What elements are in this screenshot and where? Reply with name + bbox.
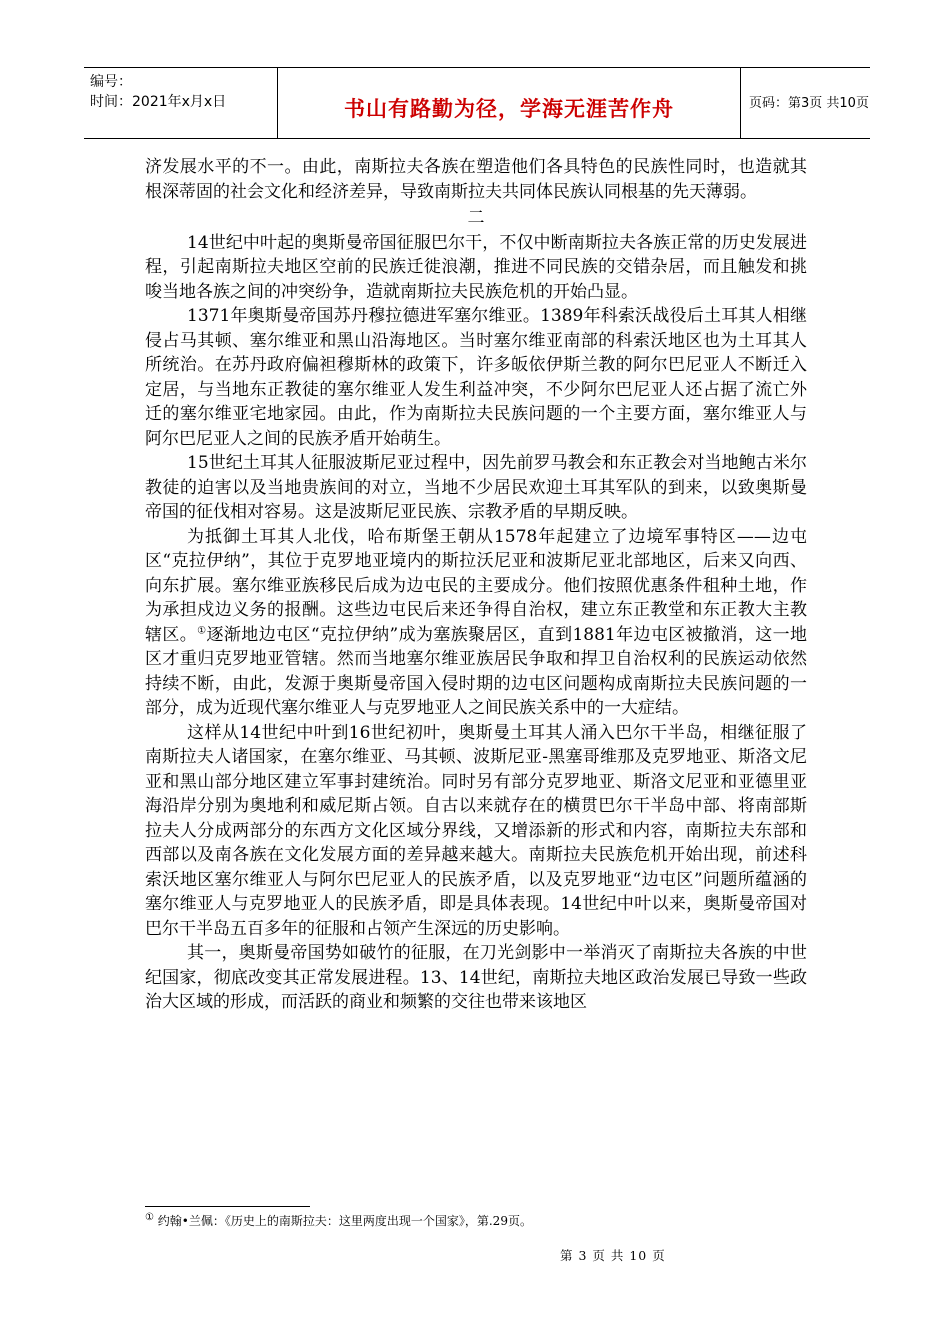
paragraph: 济发展水平的不一。由此，南斯拉夫各族在塑造他们各具特色的民族性同时，也造就其根深蒂固的社会文化和经济差异，导致南斯拉夫共同体民族认同根基的先天薄弱。 [145, 157, 807, 202]
paragraph: 其一，奥斯曼帝国势如破竹的征服，在刀光剑影中一举消灭了南斯拉夫各族的中世纪国家，彻底改变其正常发展进程。13、14世纪，南斯拉夫地区政治发展已导致一些政治大区域的形成，而活跃的商业和频繁的交往也带来该地区 [145, 943, 807, 1012]
section-heading: 二 [467, 208, 485, 228]
footnote-mark: ① [145, 1212, 154, 1223]
page-header [84, 67, 870, 139]
paragraph [145, 525, 807, 721]
footnote-reference[interactable]: ① [197, 624, 207, 636]
paragraph: 15世纪土耳其人征服波斯尼亚过程中，因先前罗马教会和东正教会对当地鲍古米尔教徒的迫害以及当地贵族间的对立，当地不少居民欢迎土耳其军队的到来，以致奥斯曼帝国的征伐相对容易。这是波斯尼亚民族、宗教矛盾的早期反映。 [145, 453, 807, 522]
serial-label: 编号： [90, 74, 132, 90]
header-motto: 书山有路勤为径，学海无涯苦作舟 [278, 68, 741, 138]
paragraph-text: 为抵御土耳其人北伐，哈布斯堡王朝从1578年起建立了边境军事特区——边屯区“克拉伊纳”，其位于克罗地亚境内的斯拉沃尼亚和波斯尼亚北部地区，后来又向西、向东扩展。塞尔维亚族移民后成为边屯民的主要成分。他们按照优惠条件租种土地，作为承担戍边义务的报酬。这些边屯民后来还争得自治权，建立东正教堂和东正教大主教辖区。 [145, 526, 807, 645]
footnote-text: 约翰•兰佩：《历史上的南斯拉夫：这里两度出现一个国家》，第.29页。 [153, 1214, 532, 1228]
paragraph: 1371年奥斯曼帝国苏丹穆拉德进军塞尔维亚。1389年科索沃战役后土耳其人相继侵占马其顿、塞尔维亚和黑山沿海地区。当时塞尔维亚南部的科索沃地区也为土耳其人所统治。在苏丹政府偏袒穆斯林的政策下，许多皈依伊斯兰教的阿尔巴尼亚人不断迁入定居，与当地东正教徒的塞尔维亚人发生利益冲突，不少阿尔巴尼亚人还占据了流亡外迁的塞尔维亚宅地家园。由此，作为南斯拉夫民族问题的一个主要方面，塞尔维亚人与阿尔巴尼亚人之间的民族矛盾开始萌生。 [145, 306, 807, 449]
document-body [145, 155, 807, 1015]
paragraph-text: 逐渐地边屯区“克拉伊纳”成为塞族聚居区，直到1881年边屯区被撤消，这一地区才重归克罗地亚管辖。然而当地塞尔维亚族居民争取和捍卫自治权利的民族运动依然持续不断，由此，发源于奥斯曼帝国入侵时期的边屯区问题构成南斯拉夫民族问题的一部分，成为近现代塞尔维亚人与克罗地亚人之间民族关系中的一大症结。 [145, 624, 807, 718]
paragraph: 14世纪中叶起的奥斯曼帝国征服巴尔干，不仅中断南斯拉夫各族正常的历史发展进程，引起南斯拉夫地区空前的民族迁徙浪潮，推进不同民族的交错杂居，而且触发和挑唆当地各族之间的冲突纷争，造就南斯拉夫民族危机的开始凸显。 [145, 232, 807, 302]
paragraph: 这样从14世纪中叶到16世纪初叶，奥斯曼土耳其人涌入巴尔干半岛，相继征服了南斯拉夫人诸国家，在塞尔维亚、马其顿、波斯尼亚-黑塞哥维那及克罗地亚、斯洛文尼亚和黑山部分地区建立军事封建统治。同时另有部分克罗地亚、斯洛文尼亚和亚德里亚海沿岸分别为奥地利和威尼斯占领。自古以来就存在的横贯巴尔干半岛中部、将南部斯拉夫人分成两部分的东西方文化区域分界线，又增添新的形式和内容，南斯拉夫东部和西部以及南各族在文化发展方面的差异越来越大。南斯拉夫民族危机开始出现，前述科索沃地区塞尔维亚人与阿尔巴尼亚人的民族矛盾，以及克罗地亚“边屯区”问题所蕴涵的塞尔维亚人与克罗地亚人的民族矛盾，即是具体表现。14世纪中叶以来，奥斯曼帝国对巴尔干半岛五百多年的征服和占领产生深远的历史影响。 [145, 722, 807, 939]
footnote-divider [145, 1206, 310, 1207]
page-number: 第 3 页 共 10 页 [560, 1248, 666, 1263]
time-label: 时间：2021年x月x日 [90, 94, 227, 110]
footnote [145, 1212, 532, 1230]
header-meta [84, 68, 278, 138]
header-page-label: 页码：第3页 共10页 [749, 96, 869, 111]
